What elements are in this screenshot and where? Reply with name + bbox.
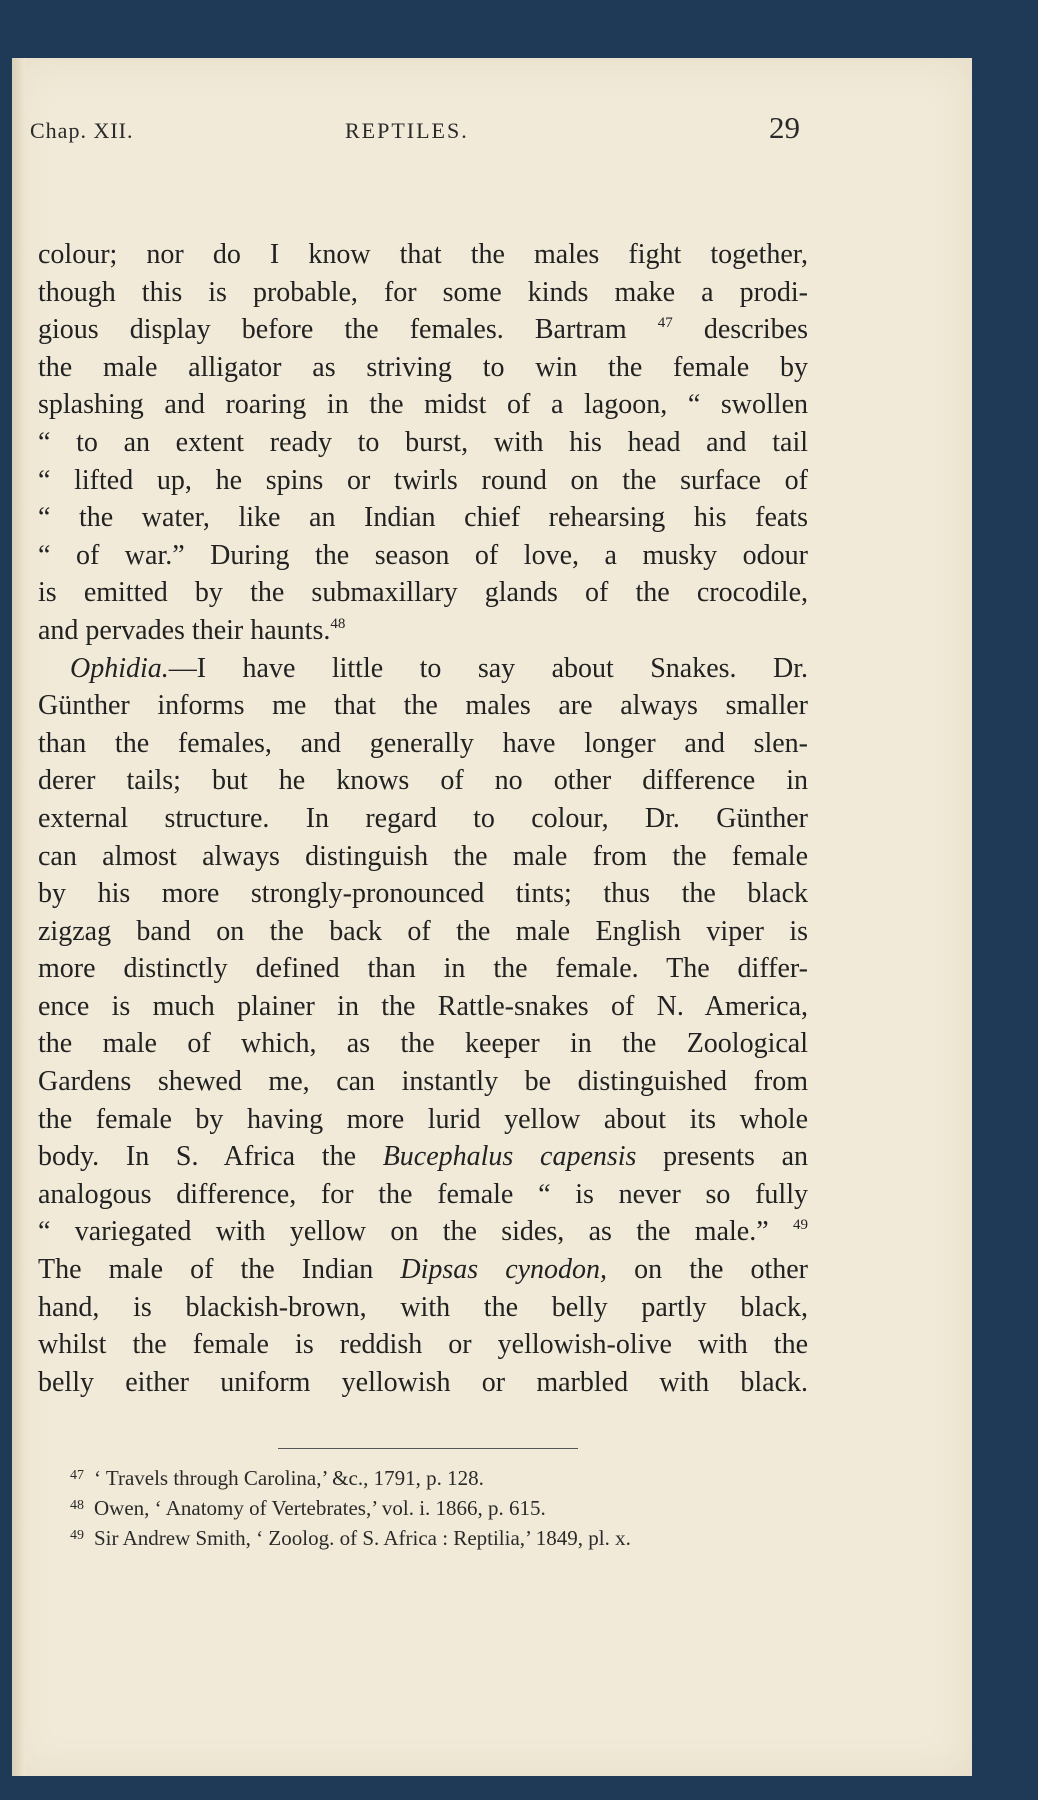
text-line: splashing and roaring in the midst of a lagoon, “ swollen bbox=[38, 389, 808, 421]
text-line: Gardens shewed me, can instantly be distinguished from bbox=[38, 1066, 808, 1098]
text-line: whilst the female is reddish or yellowish-olive with the bbox=[38, 1329, 808, 1361]
italic-term: Bucephalus capensis bbox=[382, 1141, 637, 1173]
footnote-ref: 48 bbox=[330, 615, 346, 632]
text-line bbox=[38, 311, 808, 349]
footnote-text: Owen, ‘ Anatomy of Vertebrates,’ vol. i. 1866, p. 615. bbox=[94, 1496, 546, 1520]
text-line: the male alligator as striving to win the female by bbox=[38, 351, 808, 383]
text-line: can almost always distinguish the male from the female bbox=[38, 840, 808, 872]
text-line: though this is probable, for some kinds make a prodi- bbox=[38, 276, 808, 308]
footnote-number: 49 bbox=[70, 1528, 84, 1543]
text-line bbox=[38, 650, 808, 688]
text-line: belly either uniform yellowish or marbled with black. bbox=[38, 1366, 808, 1398]
footnote-number: 48 bbox=[70, 1498, 84, 1513]
footnote-text: ‘ Travels through Carolina,’ &c., 1791, p. 128. bbox=[94, 1466, 484, 1490]
body-text bbox=[38, 236, 808, 1401]
footnote-divider bbox=[278, 1448, 578, 1449]
footnote bbox=[70, 1462, 790, 1492]
text-segment: presents an bbox=[636, 1141, 808, 1173]
running-title: REPTILES. bbox=[345, 118, 469, 143]
text-segment: The male of the Indian bbox=[38, 1254, 374, 1286]
text-line: the female by having more lurid yellow about its whole bbox=[38, 1103, 808, 1135]
footnotes bbox=[70, 1462, 790, 1552]
text-line: more distinctly defined than in the female. The differ- bbox=[38, 953, 808, 985]
text-segment: gious display before the females. Bartram bbox=[38, 314, 627, 346]
text-segment: describes bbox=[672, 314, 809, 346]
footnote bbox=[70, 1522, 790, 1552]
text-line: “ of war.” During the season of love, a musky odour bbox=[38, 539, 808, 571]
text-line: ence is much plainer in the Rattle-snakes of N. America, bbox=[38, 990, 808, 1022]
text-line: analogous difference, for the female “ is never so fully bbox=[38, 1178, 808, 1210]
running-header bbox=[30, 110, 800, 150]
text-line bbox=[38, 1213, 808, 1251]
text-segment: “ variegated with yellow on the sides, as the male.” bbox=[38, 1216, 769, 1248]
chapter-label: Chap. XII. bbox=[30, 118, 134, 143]
text-line bbox=[38, 1138, 808, 1176]
text-line: hand, is blackish-brown, with the belly partly black, bbox=[38, 1291, 808, 1323]
text-line: “ the water, like an Indian chief rehearsing his feats bbox=[38, 502, 808, 534]
text-line: zigzag band on the back of the male English viper is bbox=[38, 915, 808, 947]
text-line: “ lifted up, he spins or twirls round on the surface of bbox=[38, 464, 808, 496]
text-line: Günther informs me that the males are always smaller bbox=[38, 690, 808, 722]
text-segment: and pervades their haunts. bbox=[38, 614, 331, 646]
text-line: colour; nor do I know that the males fight together, bbox=[38, 239, 808, 270]
text-line: than the females, and generally have longer and slen- bbox=[38, 727, 808, 759]
footnote-ref: 49 bbox=[793, 1217, 808, 1234]
footnote bbox=[70, 1492, 790, 1522]
italic-term: Ophidia. bbox=[70, 652, 169, 684]
footnote-ref: 47 bbox=[657, 315, 673, 332]
text-line: by his more strongly-pronounced tints; thus the black bbox=[38, 878, 808, 910]
text-line: the male of which, as the keeper in the Zoological bbox=[38, 1028, 808, 1060]
text-line bbox=[38, 1251, 808, 1289]
text-line: is emitted by the submaxillary glands of the crocodile, bbox=[38, 577, 808, 609]
text-line: external structure. In regard to colour, Dr. Günther bbox=[38, 802, 808, 834]
text-line: derer tails; but he knows of no other difference in bbox=[38, 765, 808, 797]
text-line: “ to an extent ready to burst, with his head and tail bbox=[38, 426, 808, 458]
footnote-number: 47 bbox=[70, 1468, 84, 1483]
page-number: 29 bbox=[769, 110, 800, 145]
text-line bbox=[38, 612, 808, 650]
footnote-text: Sir Andrew Smith, ‘ Zoolog. of S. Africa : Reptilia,’ 1849, pl. x. bbox=[94, 1526, 631, 1550]
italic-term: Dipsas cynodon, bbox=[400, 1254, 608, 1286]
text-segment: body. In S. Africa the bbox=[38, 1141, 356, 1173]
page-spine-shadow bbox=[12, 58, 26, 1776]
text-segment: on the other bbox=[607, 1254, 808, 1286]
text-segment: —I have little to say about Snakes. Dr. bbox=[168, 652, 808, 684]
